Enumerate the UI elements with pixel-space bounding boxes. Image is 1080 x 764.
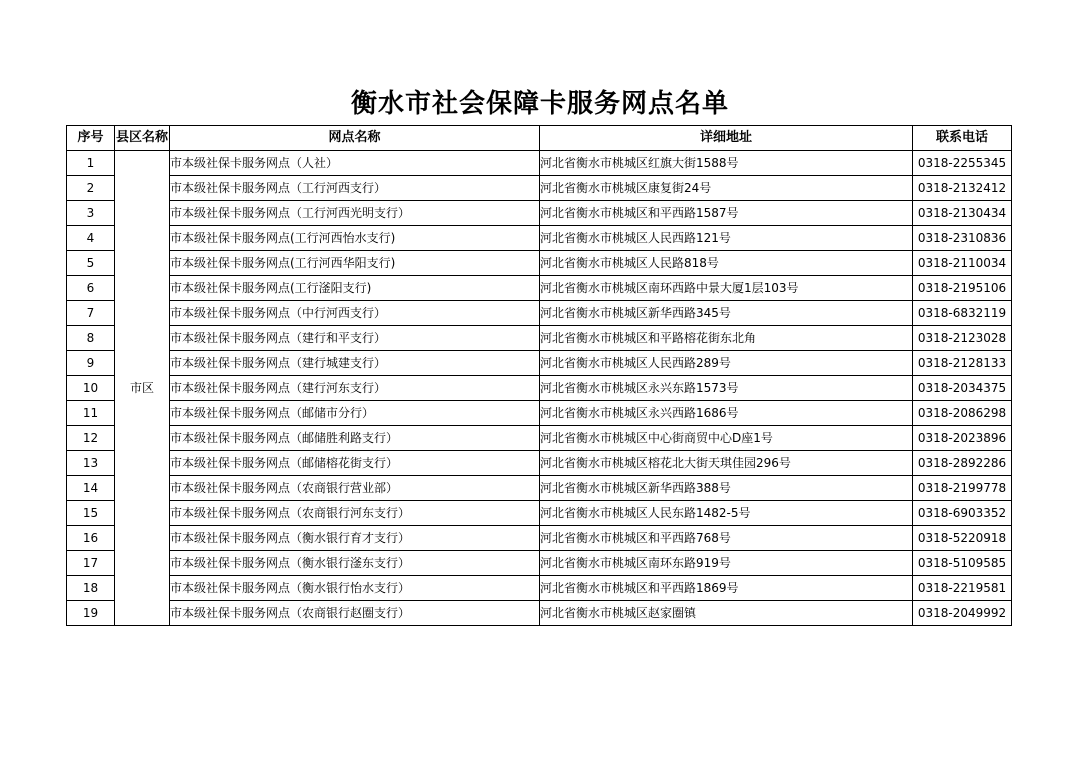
row-seq: 15 bbox=[67, 501, 115, 526]
row-seq: 14 bbox=[67, 476, 115, 501]
row-service-point-name: 市本级社保卡服务网点（邮储榕花街支行） bbox=[170, 451, 540, 476]
table-row bbox=[67, 426, 1012, 451]
table-row bbox=[67, 376, 1012, 401]
row-phone: 0318-2086298 bbox=[913, 401, 1012, 426]
table-row bbox=[67, 176, 1012, 201]
row-phone: 0318-2034375 bbox=[913, 376, 1012, 401]
row-service-point-name: 市本级社保卡服务网点（衡水银行育才支行） bbox=[170, 526, 540, 551]
county-cell: 市区 bbox=[115, 151, 170, 626]
header-name: 网点名称 bbox=[170, 126, 540, 151]
row-address: 河北省衡水市桃城区榕花北大街天琪佳园296号 bbox=[540, 451, 913, 476]
row-service-point-name: 市本级社保卡服务网点（中行河西支行） bbox=[170, 301, 540, 326]
page-title: 衡水市社会保障卡服务网点名单 bbox=[350, 89, 729, 119]
table-row bbox=[67, 351, 1012, 376]
row-phone: 0318-2132412 bbox=[913, 176, 1012, 201]
row-seq: 11 bbox=[67, 401, 115, 426]
header-address: 详细地址 bbox=[540, 126, 913, 151]
table-row bbox=[67, 326, 1012, 351]
row-address: 河北省衡水市桃城区中心街商贸中心D座1号 bbox=[540, 426, 913, 451]
row-service-point-name: 市本级社保卡服务网点（人社） bbox=[170, 151, 540, 176]
row-service-point-name: 市本级社保卡服务网点(工行河西华阳支行) bbox=[170, 251, 540, 276]
table-row bbox=[67, 226, 1012, 251]
row-phone: 0318-2199778 bbox=[913, 476, 1012, 501]
row-phone: 0318-2023896 bbox=[913, 426, 1012, 451]
row-phone: 0318-2310836 bbox=[913, 226, 1012, 251]
table-row bbox=[67, 276, 1012, 301]
row-seq: 10 bbox=[67, 376, 115, 401]
row-address: 河北省衡水市桃城区南环西路中景大厦1层103号 bbox=[540, 276, 913, 301]
row-seq: 13 bbox=[67, 451, 115, 476]
row-service-point-name: 市本级社保卡服务网点（农商银行河东支行） bbox=[170, 501, 540, 526]
service-points-table bbox=[66, 125, 1012, 626]
row-phone: 0318-2123028 bbox=[913, 326, 1012, 351]
table-header-row bbox=[67, 126, 1012, 151]
row-seq: 16 bbox=[67, 526, 115, 551]
row-service-point-name: 市本级社保卡服务网点（建行和平支行） bbox=[170, 326, 540, 351]
row-address: 河北省衡水市桃城区和平路榕花街东北角 bbox=[540, 326, 913, 351]
row-address: 河北省衡水市桃城区南环东路919号 bbox=[540, 551, 913, 576]
row-phone: 0318-2255345 bbox=[913, 151, 1012, 176]
row-address: 河北省衡水市桃城区和平西路768号 bbox=[540, 526, 913, 551]
row-phone: 0318-6903352 bbox=[913, 501, 1012, 526]
row-phone: 0318-2128133 bbox=[913, 351, 1012, 376]
row-address: 河北省衡水市桃城区和平西路1869号 bbox=[540, 576, 913, 601]
row-phone: 0318-5220918 bbox=[913, 526, 1012, 551]
row-address: 河北省衡水市桃城区人民路818号 bbox=[540, 251, 913, 276]
row-address: 河北省衡水市桃城区红旗大街1588号 bbox=[540, 151, 913, 176]
table-row bbox=[67, 401, 1012, 426]
row-phone: 0318-6832119 bbox=[913, 301, 1012, 326]
table-row bbox=[67, 251, 1012, 276]
table-row bbox=[67, 151, 1012, 176]
row-address: 河北省衡水市桃城区永兴西路1686号 bbox=[540, 401, 913, 426]
table-row bbox=[67, 301, 1012, 326]
row-seq: 9 bbox=[67, 351, 115, 376]
row-seq: 2 bbox=[67, 176, 115, 201]
row-service-point-name: 市本级社保卡服务网点（衡水银行怡水支行） bbox=[170, 576, 540, 601]
row-seq: 12 bbox=[67, 426, 115, 451]
row-service-point-name: 市本级社保卡服务网点（邮储市分行） bbox=[170, 401, 540, 426]
row-address: 河北省衡水市桃城区人民西路289号 bbox=[540, 351, 913, 376]
row-service-point-name: 市本级社保卡服务网点(工行河西怡水支行) bbox=[170, 226, 540, 251]
row-address: 河北省衡水市桃城区新华西路345号 bbox=[540, 301, 913, 326]
row-service-point-name: 市本级社保卡服务网点（衡水银行滏东支行） bbox=[170, 551, 540, 576]
row-seq: 8 bbox=[67, 326, 115, 351]
row-seq: 7 bbox=[67, 301, 115, 326]
row-seq: 1 bbox=[67, 151, 115, 176]
row-seq: 6 bbox=[67, 276, 115, 301]
row-phone: 0318-2130434 bbox=[913, 201, 1012, 226]
row-address: 河北省衡水市桃城区和平西路1587号 bbox=[540, 201, 913, 226]
table-body bbox=[67, 151, 1012, 626]
row-service-point-name: 市本级社保卡服务网点（建行河东支行） bbox=[170, 376, 540, 401]
table-row bbox=[67, 501, 1012, 526]
table-row bbox=[67, 601, 1012, 626]
header-seq: 序号 bbox=[67, 126, 115, 151]
row-address: 河北省衡水市桃城区人民东路1482-5号 bbox=[540, 501, 913, 526]
header-county: 县区名称 bbox=[115, 126, 170, 151]
row-seq: 19 bbox=[67, 601, 115, 626]
row-service-point-name: 市本级社保卡服务网点（农商银行营业部） bbox=[170, 476, 540, 501]
row-seq: 4 bbox=[67, 226, 115, 251]
row-address: 河北省衡水市桃城区永兴东路1573号 bbox=[540, 376, 913, 401]
row-phone: 0318-2195106 bbox=[913, 276, 1012, 301]
row-seq: 5 bbox=[67, 251, 115, 276]
row-phone: 0318-5109585 bbox=[913, 551, 1012, 576]
table-row bbox=[67, 451, 1012, 476]
row-service-point-name: 市本级社保卡服务网点(工行滏阳支行) bbox=[170, 276, 540, 301]
row-address: 河北省衡水市桃城区康复街24号 bbox=[540, 176, 913, 201]
row-seq: 3 bbox=[67, 201, 115, 226]
row-service-point-name: 市本级社保卡服务网点（工行河西光明支行） bbox=[170, 201, 540, 226]
row-service-point-name: 市本级社保卡服务网点（农商银行赵圈支行） bbox=[170, 601, 540, 626]
table-row bbox=[67, 476, 1012, 501]
row-address: 河北省衡水市桃城区人民西路121号 bbox=[540, 226, 913, 251]
row-service-point-name: 市本级社保卡服务网点（邮储胜利路支行） bbox=[170, 426, 540, 451]
row-seq: 17 bbox=[67, 551, 115, 576]
row-phone: 0318-2892286 bbox=[913, 451, 1012, 476]
row-phone: 0318-2049992 bbox=[913, 601, 1012, 626]
table-row bbox=[67, 551, 1012, 576]
row-service-point-name: 市本级社保卡服务网点（工行河西支行） bbox=[170, 176, 540, 201]
header-phone: 联系电话 bbox=[913, 126, 1012, 151]
row-phone: 0318-2219581 bbox=[913, 576, 1012, 601]
row-phone: 0318-2110034 bbox=[913, 251, 1012, 276]
table-row bbox=[67, 526, 1012, 551]
row-service-point-name: 市本级社保卡服务网点（建行城建支行） bbox=[170, 351, 540, 376]
row-address: 河北省衡水市桃城区新华西路388号 bbox=[540, 476, 913, 501]
table-row bbox=[67, 201, 1012, 226]
row-seq: 18 bbox=[67, 576, 115, 601]
table-row bbox=[67, 576, 1012, 601]
row-address: 河北省衡水市桃城区赵家圈镇 bbox=[540, 601, 913, 626]
